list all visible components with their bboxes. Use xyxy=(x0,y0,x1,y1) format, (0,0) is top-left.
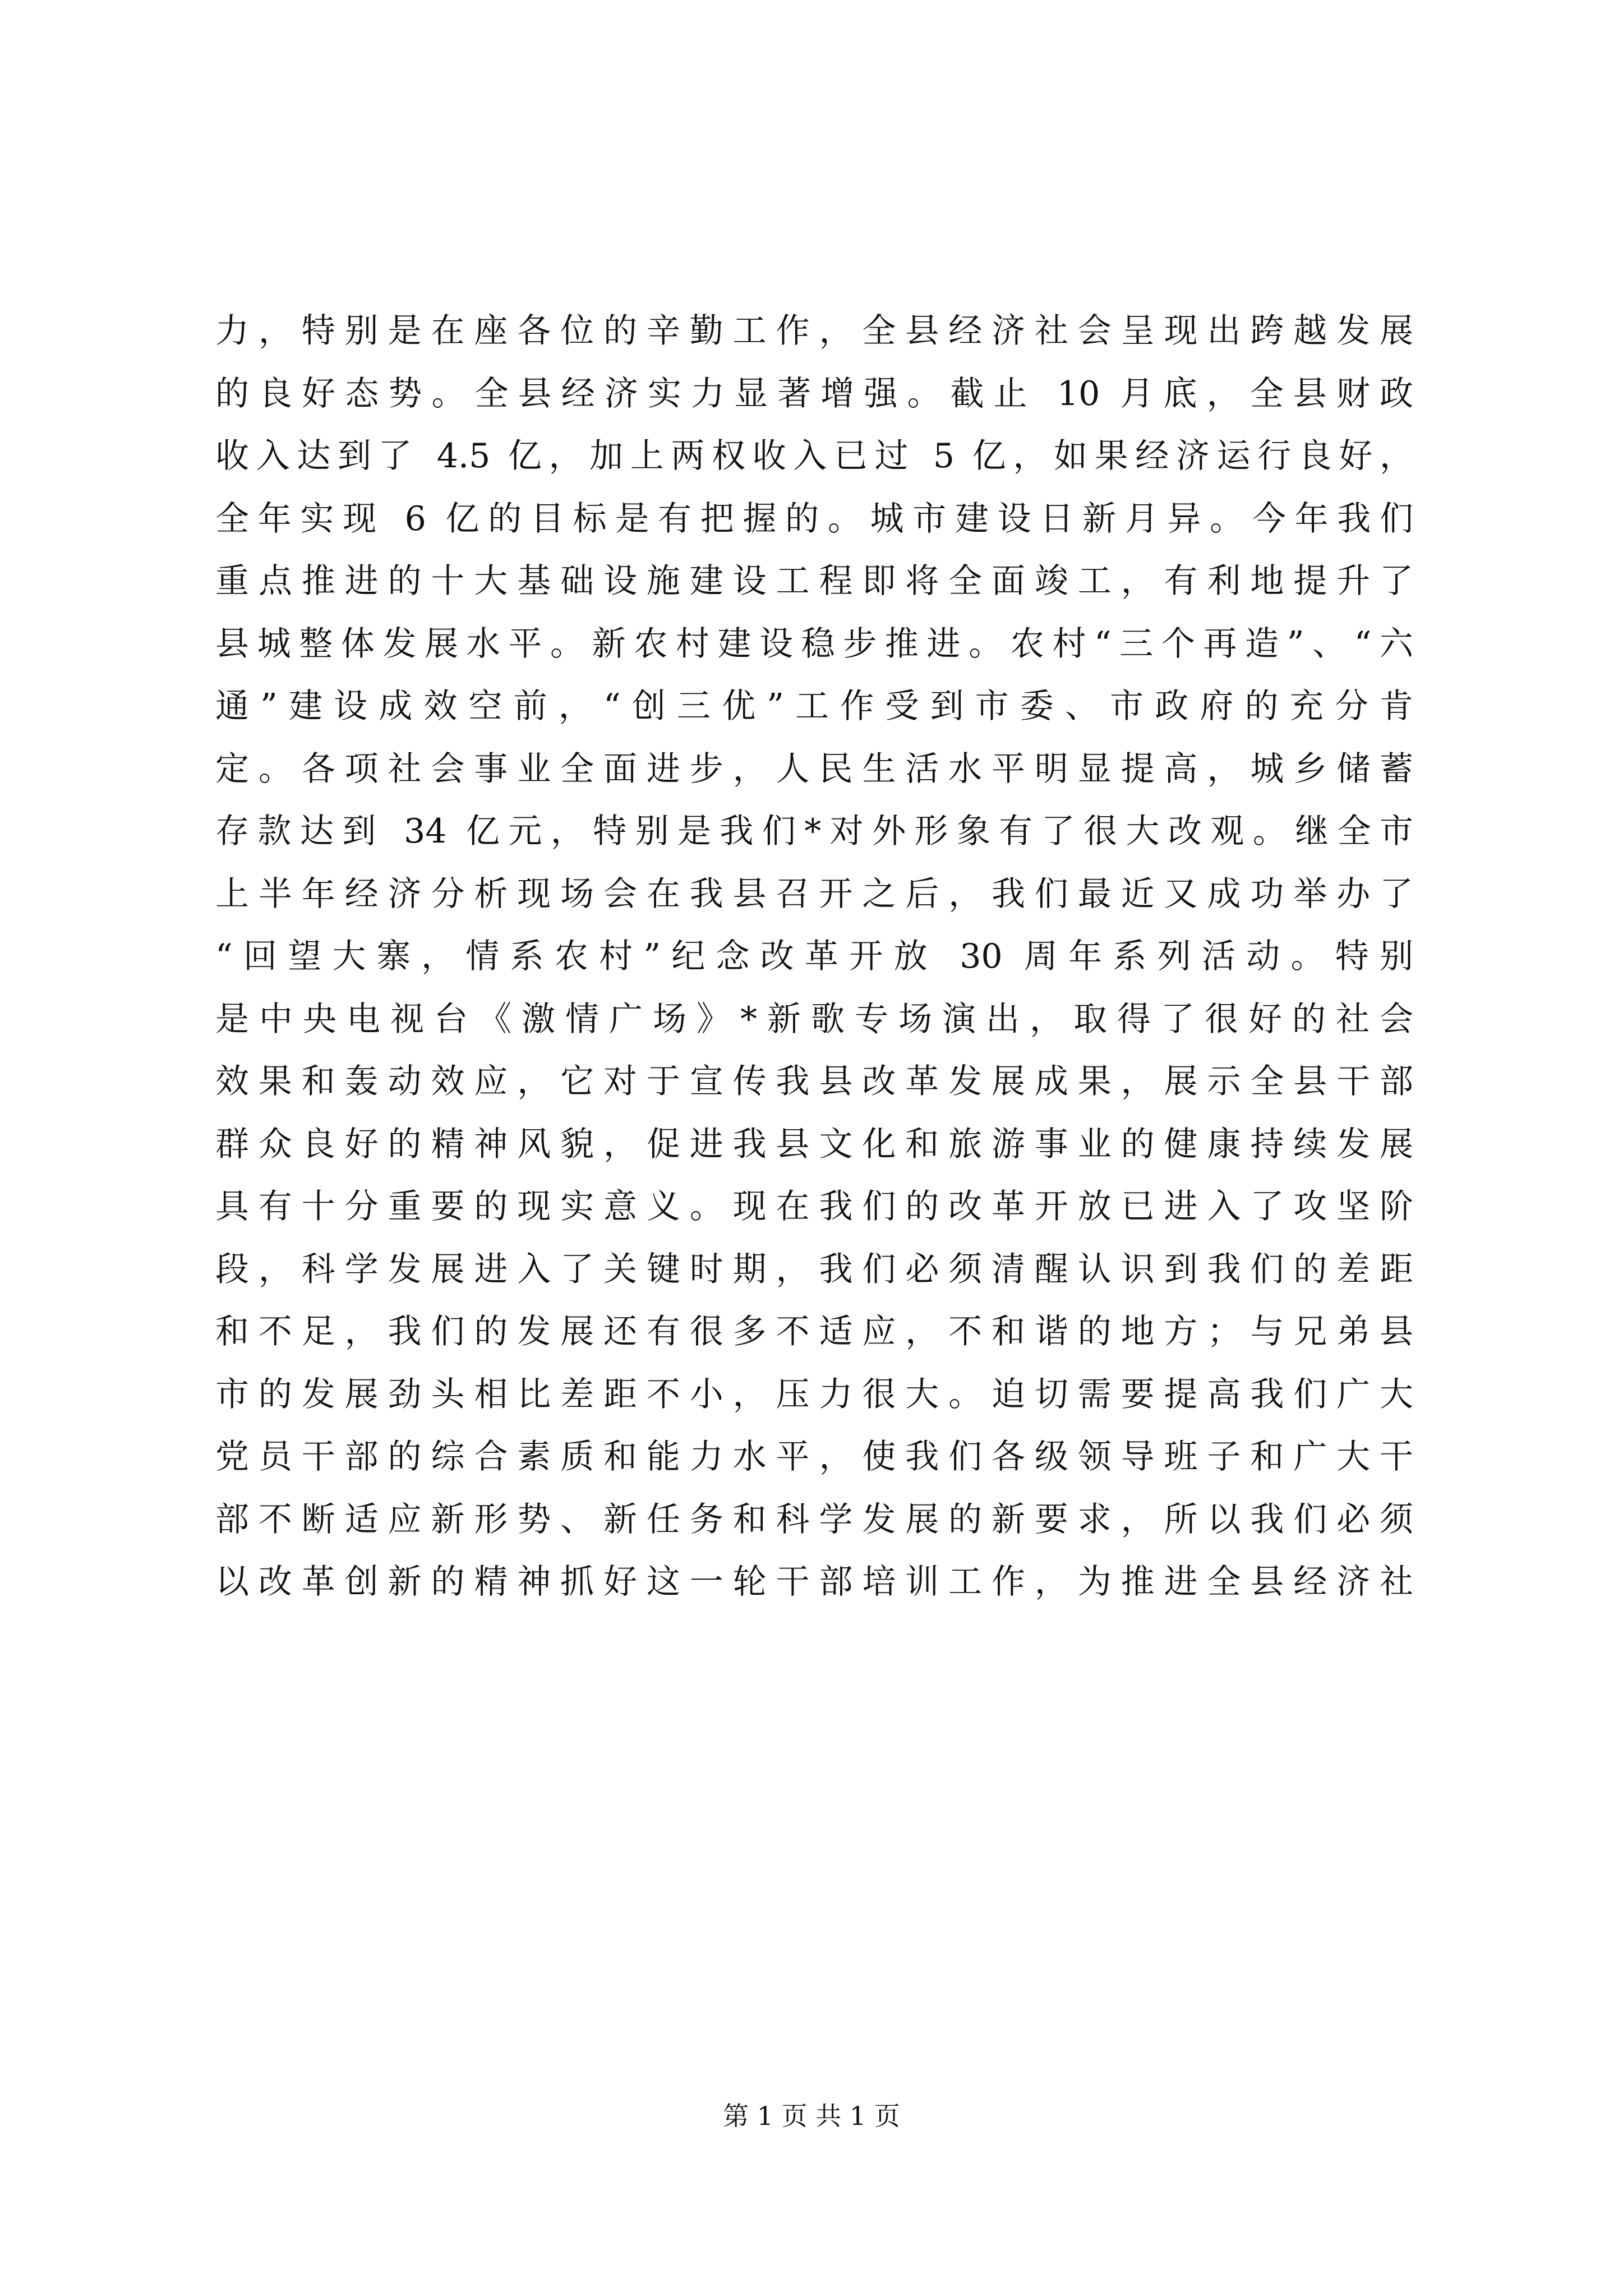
text-line: 定。各项社会事业全面进步，人民生活水平明显提高，城乡储蓄 xyxy=(215,749,1413,789)
text-line: 群众良好的精神风貌，促进我县文化和旅游事业的健康持续发展 xyxy=(215,1124,1413,1164)
text-line: 是中央电视台《激情广场》*新歌专场演出，取得了很好的社会 xyxy=(215,999,1413,1039)
text-line: 力，特别是在座各位的辛勤工作，全县经济社会呈现出跨越发展 xyxy=(215,311,1413,351)
text-line: 段，科学发展进入了关键时期，我们必须清醒认识到我们的差距 xyxy=(215,1249,1413,1289)
text-line: 重点推进的十大基础设施建设工程即将全面竣工，有利地提升了 xyxy=(215,562,1413,601)
body-text xyxy=(215,300,1413,1614)
text-line: 和不足，我们的发展还有很多不适应，不和谐的地方；与兄弟县 xyxy=(215,1312,1413,1351)
page-footer: 第 1 页 共 1 页 xyxy=(723,2101,900,2131)
text-line: 通”建设成效空前，“创三优”工作受到市委、市政府的充分肯 xyxy=(215,687,1413,726)
text-line: 收入达到了 4.5 亿，加上两权收入已过 5 亿，如果经济运行良好， xyxy=(215,436,1413,476)
text-line: 部不断适应新形势、新任务和科学发展的新要求，所以我们必须 xyxy=(215,1499,1413,1539)
text-line: 全年实现 6 亿的目标是有把握的。城市建设日新月异。今年我们 xyxy=(215,499,1413,539)
text-line: 效果和轰动效应，它对于宣传我县改革发展成果，展示全县干部 xyxy=(215,1062,1413,1101)
text-line: 存款达到 34 亿元，特别是我们*对外形象有了很大改观。继全市 xyxy=(215,812,1413,851)
text-line: 的良好态势。全县经济实力显著增强。截止 10 月底，全县财政 xyxy=(215,374,1413,413)
text-line: 具有十分重要的现实意义。现在我们的改革开放已进入了攻坚阶 xyxy=(215,1187,1413,1226)
text-line: “回望大寨，情系农村”纪念改革开放 30 周年系列活动。特别 xyxy=(215,937,1413,976)
text-line: 党员干部的综合素质和能力水平，使我们各级领导班子和广大干 xyxy=(215,1437,1413,1476)
text-line: 上半年经济分析现场会在我县召开之后，我们最近又成功举办了 xyxy=(215,874,1413,914)
text-line: 市的发展劲头相比差距不小，压力很大。迫切需要提高我们广大 xyxy=(215,1374,1413,1414)
text-line: 县城整体发展水平。新农村建设稳步推进。农村“三个再造”、“六 xyxy=(215,624,1413,664)
text-line: 以改革创新的精神抓好这一轮干部培训工作，为推进全县经济社 xyxy=(215,1562,1413,1602)
